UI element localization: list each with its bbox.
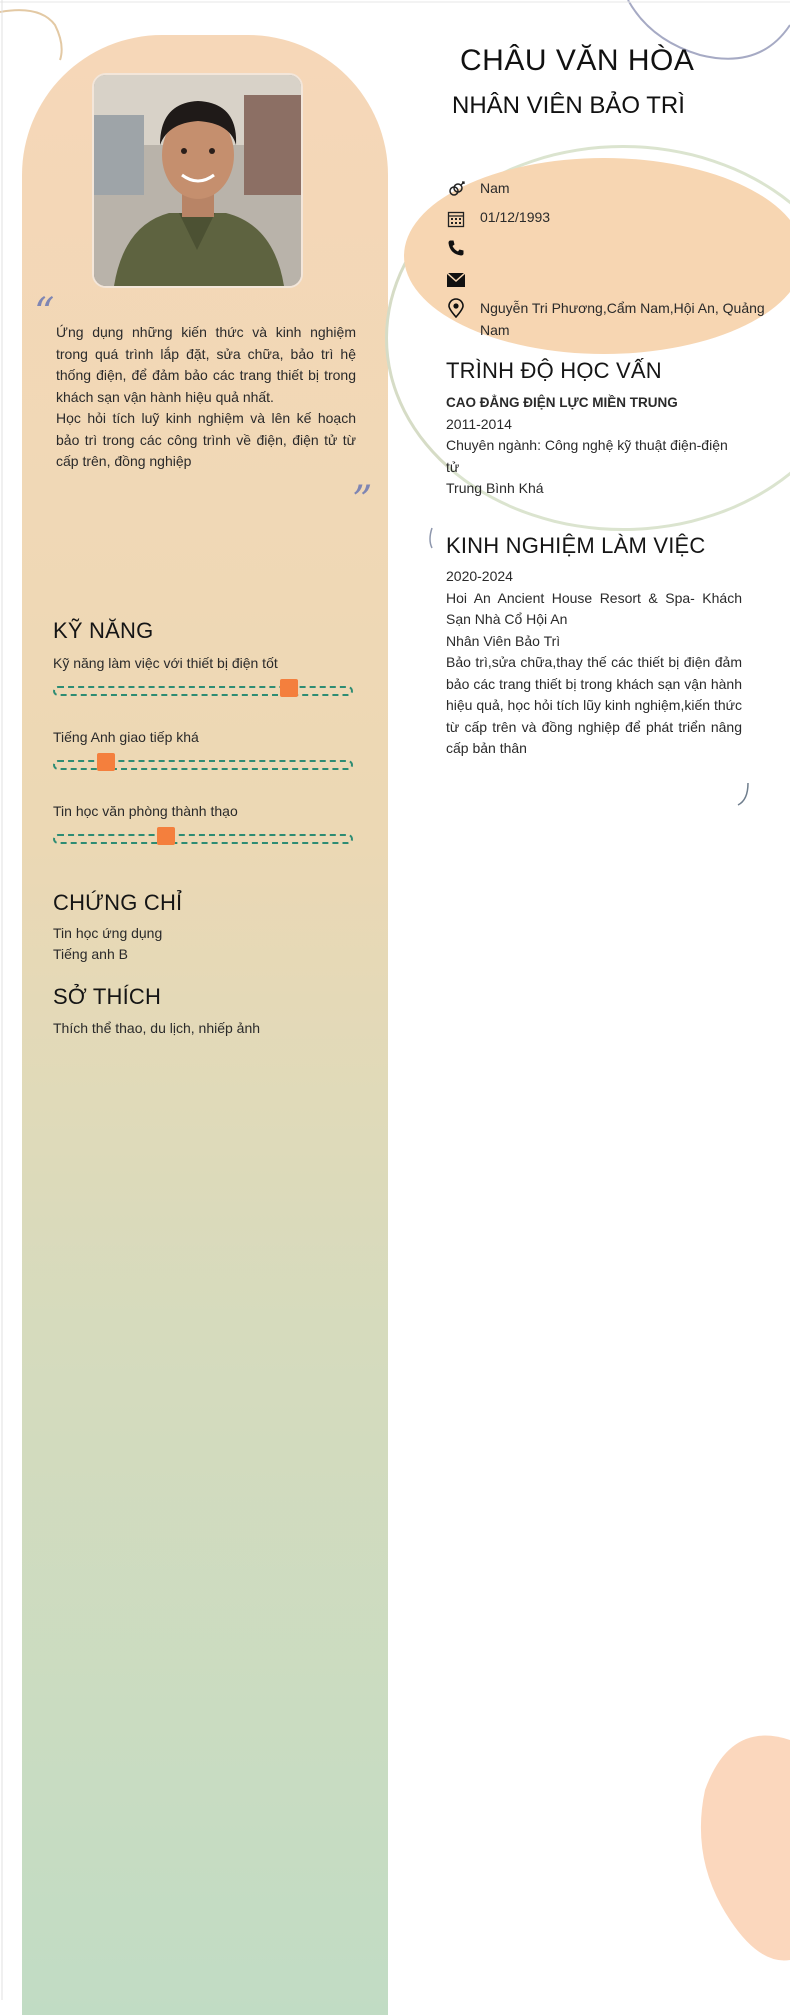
contact-email	[446, 270, 480, 290]
experience-description: Bảo trì,sửa chữa,thay thế các thiết bị điện đảm bảo các trang thiết bị trong khách sạn vận hành hiệu quả, học hỏi tích lũy kinh nghiệm,kiến thức từ cấp trên và đồng nghiệp để phát triển nâng cấp bản thân	[446, 654, 742, 756]
skills-title: KỸ NĂNG	[53, 618, 154, 643]
gender-value: Nam	[480, 180, 510, 196]
contact-address	[446, 298, 776, 341]
email-icon	[446, 270, 466, 290]
address-value: Nguyễn Tri Phương,Cẩm Nam,Hội An, Quảng Nam	[480, 300, 765, 338]
education-school: CAO ĐẲNG ĐIỆN LỰC MIỀN TRUNG	[446, 395, 678, 410]
skill-bar	[53, 760, 353, 770]
contact-birthday	[446, 209, 550, 229]
skill-level-marker	[157, 827, 175, 845]
experience-position: Nhân Viên Bảo Trì	[446, 632, 561, 649]
profile-photo	[92, 73, 303, 288]
portrait-illustration	[94, 75, 301, 286]
hobbies-title: SỞ THÍCH	[53, 984, 162, 1009]
education-title: TRÌNH ĐỘ HỌC VẤN	[446, 358, 662, 383]
phone-icon	[446, 238, 466, 258]
summary-paragraph: Ứng dụng những kiến thức và kinh nghiệm trong quá trình lắp đặt, sửa chữa, bảo trì hệ thống điện, để đảm bảo các trang thiết bị trong khách sạn vận hành hiệu quả nhất.	[56, 324, 356, 405]
skill-level-marker	[97, 753, 115, 771]
education-major: Chuyên ngành: Công nghệ kỹ thuật điện-điện tử	[446, 437, 728, 475]
experience-company: Hoi An Ancient House Resort & Spa- Khách Sạn Nhà Cổ Hội An	[446, 589, 742, 627]
birthday-value: 01/12/1993	[480, 209, 551, 225]
experience-years: 2020-2024	[446, 568, 513, 584]
skill-bar	[53, 686, 353, 696]
certificate-item: Tiếng anh B	[53, 946, 128, 962]
skill-label: Tiếng Anh giao tiếp khá	[53, 729, 199, 745]
hobbies-text: Thích thể thao, du lịch, nhiếp ảnh	[53, 1020, 261, 1036]
education-grade: Trung Bình Khá	[446, 480, 544, 496]
certificates-title: CHỨNG CHỈ	[53, 890, 183, 915]
skill-bar	[53, 834, 353, 844]
skill-label: Tin học văn phòng thành thạo	[53, 803, 238, 819]
close-quote-icon: ”	[352, 478, 373, 524]
contact-gender	[446, 180, 510, 200]
location-icon	[446, 298, 466, 318]
job-title: NHÂN VIÊN BẢO TRÌ	[452, 92, 685, 119]
calendar-icon	[446, 209, 466, 229]
education-years: 2011-2014	[446, 415, 512, 432]
skill-label: Kỹ năng làm việc với thiết bị điện tốt	[53, 655, 278, 671]
education-block	[446, 392, 742, 500]
candidate-name: CHÂU VĂN HÒA	[460, 44, 695, 77]
certificate-item: Tin học ứng dụng	[53, 925, 163, 941]
gender-icon	[446, 180, 466, 200]
skill-level-marker	[280, 679, 298, 697]
open-quote-icon: “	[34, 290, 55, 336]
contact-phone	[446, 238, 480, 258]
career-summary	[56, 322, 356, 473]
experience-title: KINH NGHIỆM LÀM VIỆC	[446, 533, 706, 558]
summary-paragraph: Học hỏi tích luỹ kinh nghiệm và lên kế hoạch bảo trì trong các công trình về điện, điện tử từ cấp trên, đồng nghiệp	[56, 410, 356, 469]
experience-block	[446, 566, 742, 760]
